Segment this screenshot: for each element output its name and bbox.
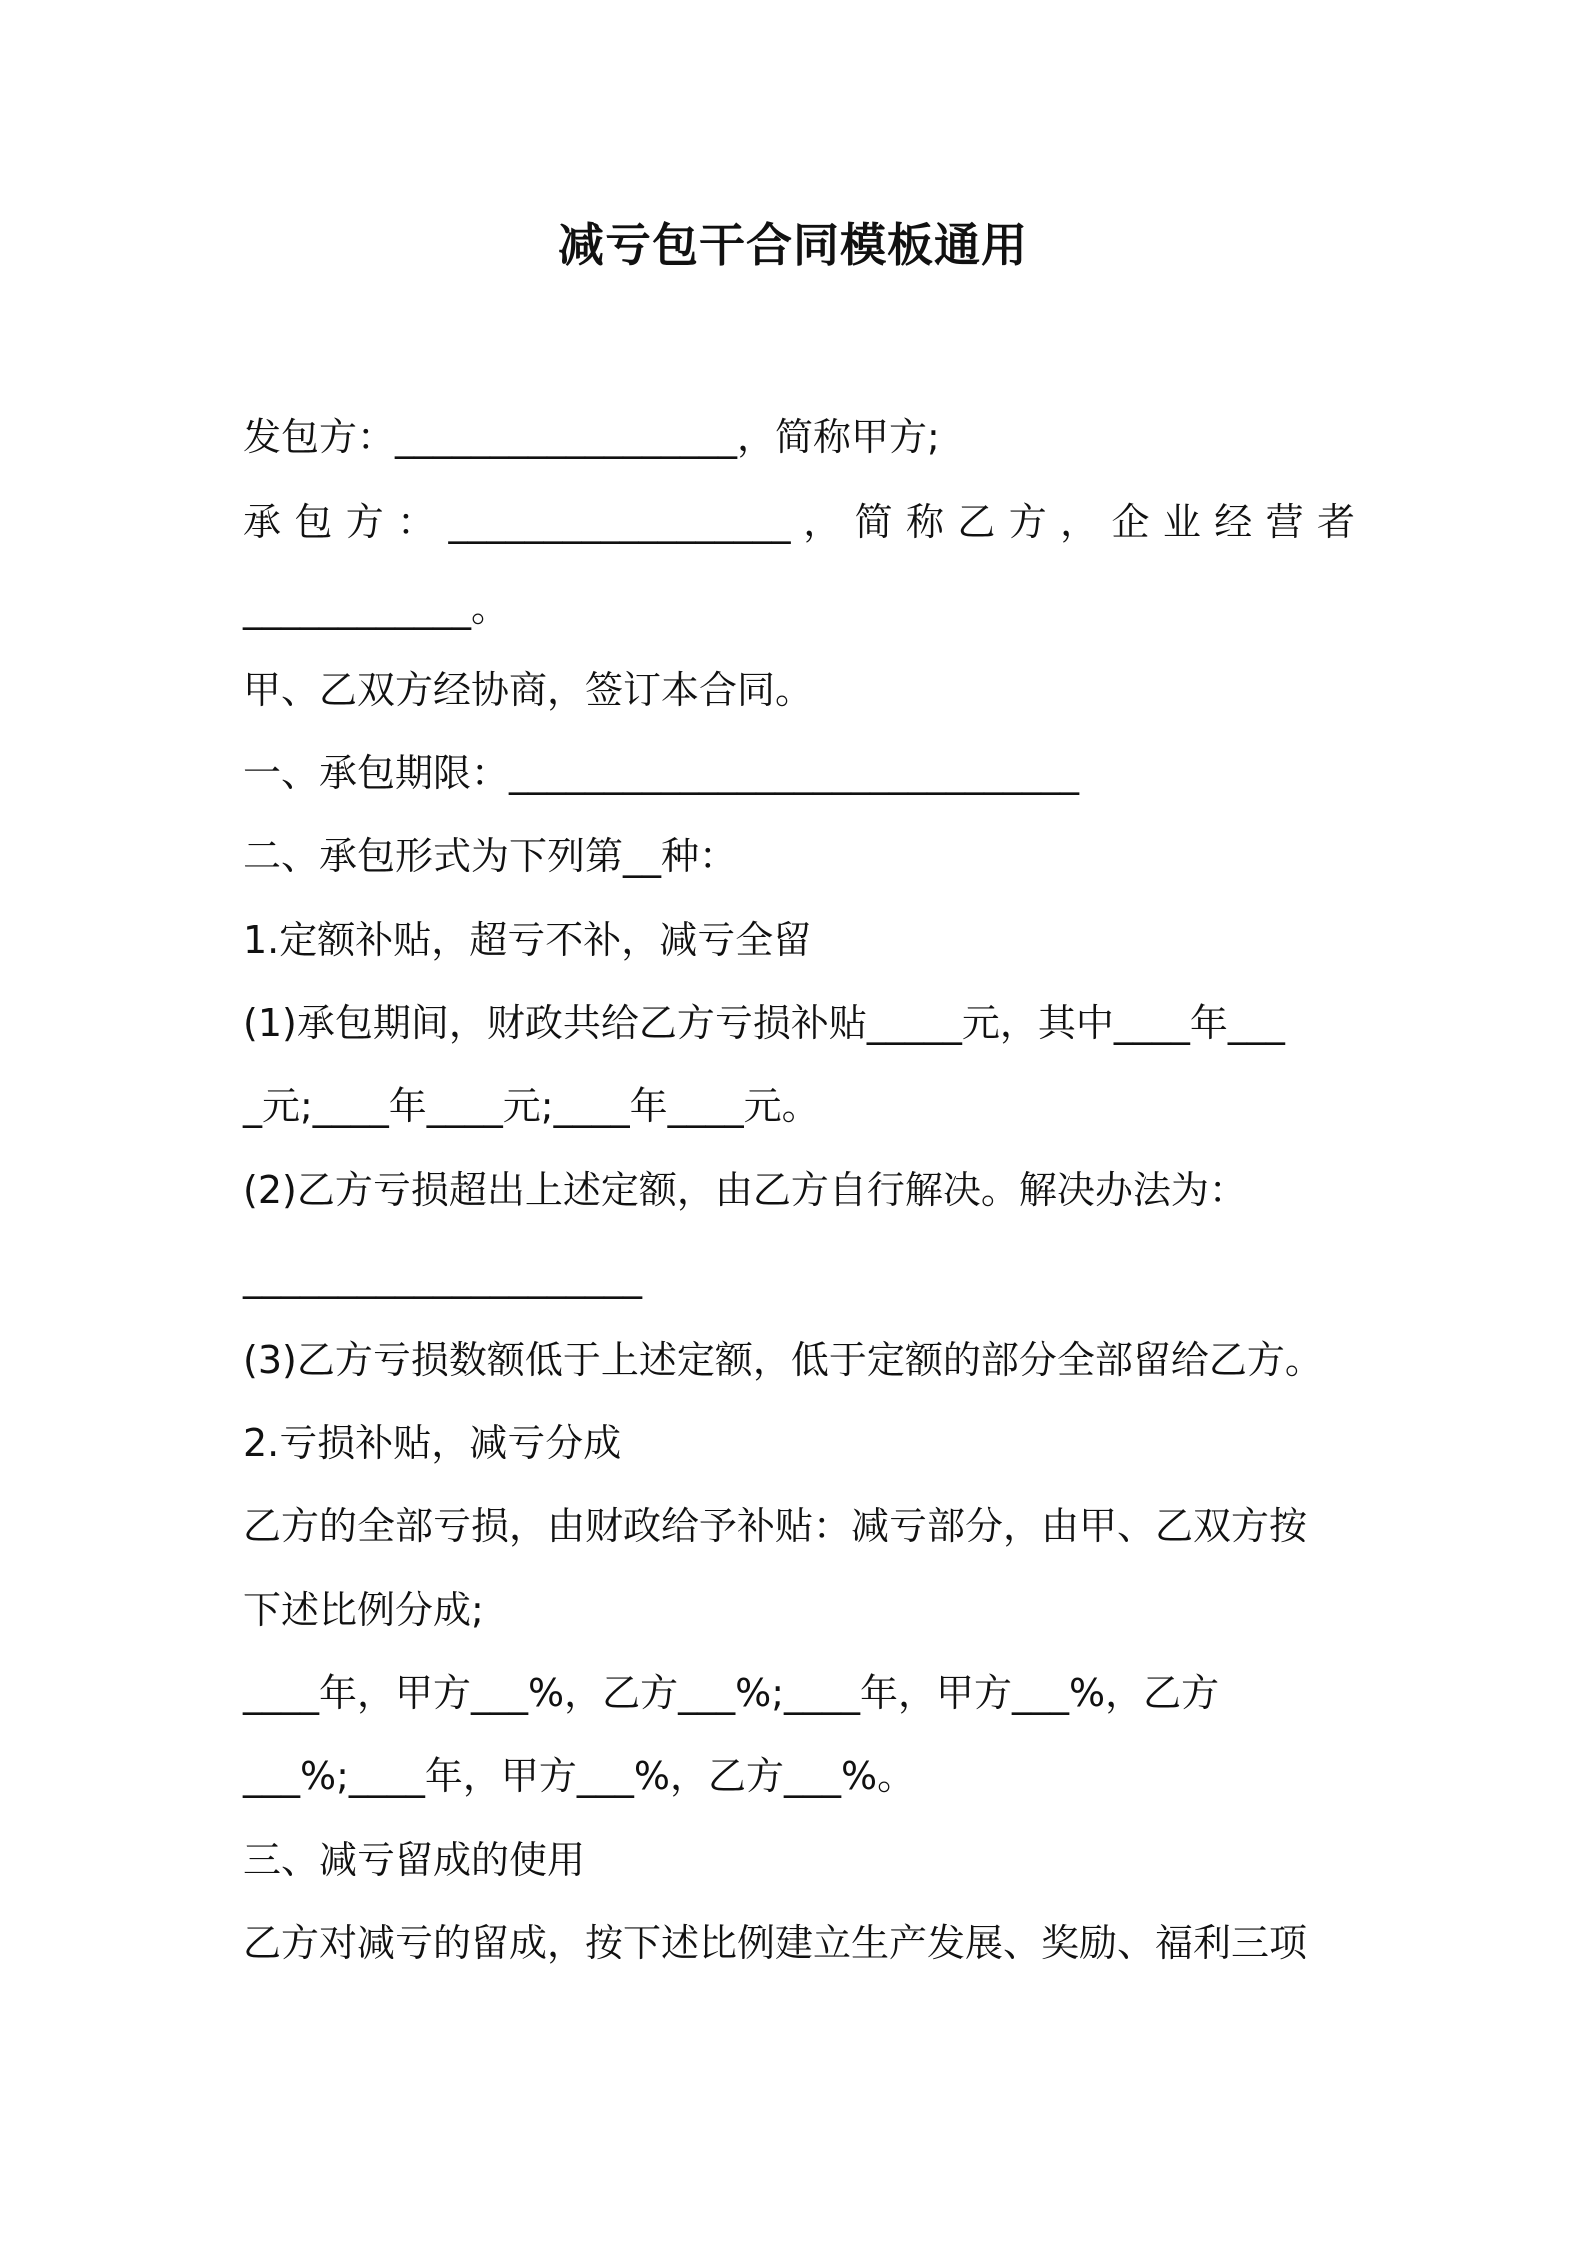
party-b-line-cont: ____________。 <box>243 586 510 630</box>
section-3-heading: 三、减亏留成的使用 <box>243 1838 586 1882</box>
clause-2-text-cont: 下述比例分成; <box>243 1588 484 1632</box>
clause-1-2: (2)乙方亏损超出上述定额，由乙方自行解决。解决办法为： <box>243 1168 1247 1212</box>
section-1-term: 一、承包期限：______________________________ <box>243 751 1080 795</box>
clause-2-text: 乙方的全部亏损，由财政给予补贴：减亏部分，由甲、乙双方按 <box>243 1504 1308 1548</box>
party-a-line: 发包方：__________________，简称甲方; <box>243 415 940 459</box>
clause-1-1: (1)承包期间，财政共给乙方亏损补贴_____元，其中____年___ <box>243 1001 1285 1045</box>
clause-1-1-cont: _元;____年____元;____年____元。 <box>243 1084 820 1128</box>
clause-2-ratio-cont: ___%;____年，甲方___%，乙方___%。 <box>243 1754 916 1798</box>
section-3-text: 乙方对减亏的留成，按下述比例建立生产发展、奖励、福利三项 <box>243 1921 1308 1965</box>
document-title: 减亏包干合同模板通用 <box>558 218 1028 272</box>
clause-2-ratio: ____年，甲方___%，乙方___%;____年，甲方___%，乙方 <box>243 1671 1220 1715</box>
agreement-intro: 甲、乙双方经协商，签订本合同。 <box>243 668 814 712</box>
clause-1-heading: 1.定额补贴，超亏不补，减亏全留 <box>243 918 812 962</box>
clause-1-3: (3)乙方亏损数额低于上述定额，低于定额的部分全部留给乙方。 <box>243 1338 1323 1382</box>
clause-1-2-blank: _____________________ <box>243 1255 642 1299</box>
party-b-line: 承 包 方 ： __________________ ， 简 称 乙 方 ， 企 业 经 营 者 <box>243 500 1355 544</box>
section-2-form: 二、承包形式为下列第__种： <box>243 834 738 878</box>
clause-2-heading: 2.亏损补贴，减亏分成 <box>243 1421 622 1465</box>
